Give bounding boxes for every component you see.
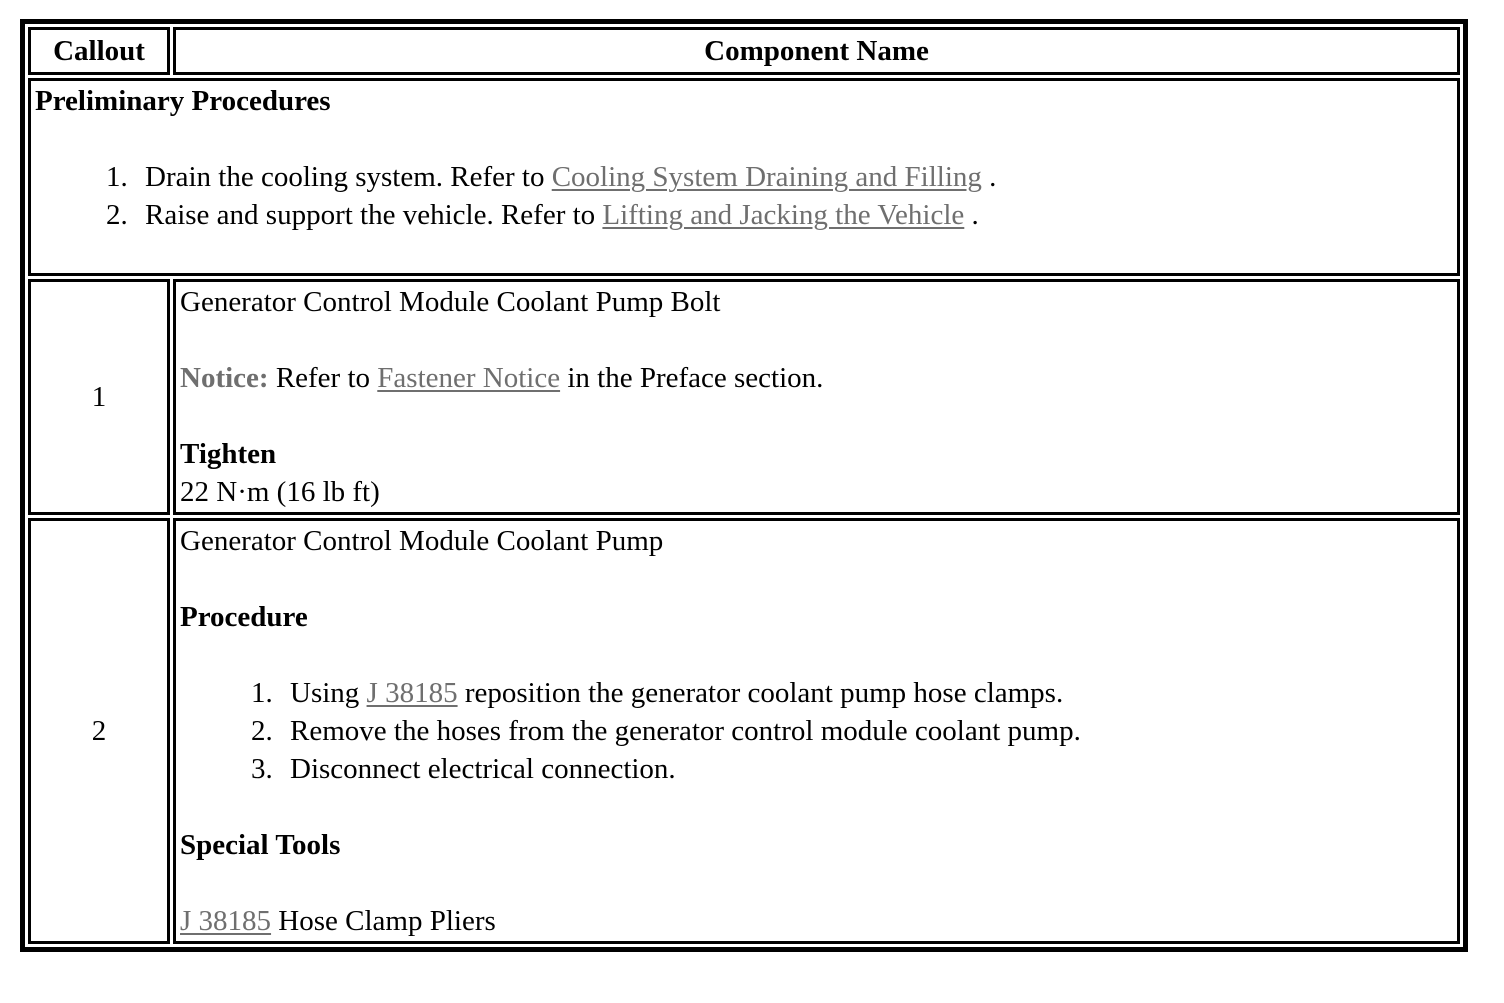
- procedure-step-2-text: Remove the hoses from the generator control module coolant pump.: [290, 715, 1081, 747]
- preliminary-procedures-row: [28, 78, 1460, 276]
- preliminary-step-2: [135, 196, 1453, 234]
- preliminary-step-2-period: .: [964, 199, 979, 231]
- tighten-label: Tighten: [180, 438, 277, 470]
- component-row-2: [28, 518, 1460, 944]
- component-name-header-label: Component Name: [704, 35, 929, 67]
- preliminary-procedures-cell: [28, 78, 1460, 276]
- procedure-step-2: [280, 712, 1453, 750]
- component-cell-2: [173, 518, 1460, 944]
- cooling-system-draining-and-filling-link[interactable]: Cooling System Draining and Filling: [551, 161, 982, 193]
- procedure-step-1-post: reposition the generator coolant pump hose clamps.: [457, 677, 1064, 709]
- callout-header-label: Callout: [53, 35, 145, 67]
- component-cell-1: [173, 279, 1460, 515]
- preliminary-step-1: [135, 158, 1453, 196]
- preliminary-step-1-text: Drain the cooling system. Refer to: [145, 161, 552, 193]
- special-tools-label: Special Tools: [180, 829, 341, 861]
- procedure-step-3-text: Disconnect electrical connection.: [290, 753, 676, 785]
- component-name-header-cell: [173, 27, 1460, 75]
- component-row-1: [28, 279, 1460, 515]
- component-2-title: Generator Control Module Coolant Pump: [180, 525, 664, 557]
- preliminary-procedures-title: Preliminary Procedures: [35, 85, 331, 117]
- lifting-and-jacking-the-vehicle-link[interactable]: Lifting and Jacking the Vehicle: [602, 199, 965, 231]
- callout-number-2: 2: [91, 715, 107, 747]
- special-tool-name: Hose Clamp Pliers: [271, 905, 496, 937]
- j38185-step-link[interactable]: J 38185: [366, 677, 458, 709]
- preliminary-step-2-text: Raise and support the vehicle. Refer to: [145, 199, 603, 231]
- notice-text-post: in the Preface section.: [560, 362, 824, 394]
- callout-component-table: [20, 19, 1468, 952]
- tighten-paragraph: [180, 435, 1453, 511]
- notice-paragraph: [180, 359, 1453, 397]
- procedure-label: Procedure: [180, 601, 308, 633]
- callout-cell-1: [28, 279, 170, 515]
- fastener-notice-link[interactable]: Fastener Notice: [377, 362, 561, 394]
- preliminary-steps-list: [35, 158, 1453, 234]
- j38185-tool-link[interactable]: J 38185: [180, 905, 272, 937]
- tighten-torque-value: 22 N·m (16 lb ft): [180, 476, 380, 508]
- procedure-steps-list: [180, 674, 1453, 788]
- callout-number-1: 1: [91, 381, 107, 413]
- header-row: [28, 27, 1460, 75]
- notice-label: Notice:: [180, 362, 269, 394]
- component-1-title: Generator Control Module Coolant Pump Bolt: [180, 286, 721, 318]
- procedure-step-3: [280, 750, 1453, 788]
- procedure-step-1: [280, 674, 1453, 712]
- notice-text-pre: Refer to: [268, 362, 378, 394]
- procedure-step-1-pre: Using: [290, 677, 367, 709]
- callout-header-cell: [28, 27, 170, 75]
- preliminary-step-1-period: .: [981, 161, 997, 193]
- callout-cell-2: [28, 518, 170, 944]
- special-tool-line: [180, 902, 1453, 940]
